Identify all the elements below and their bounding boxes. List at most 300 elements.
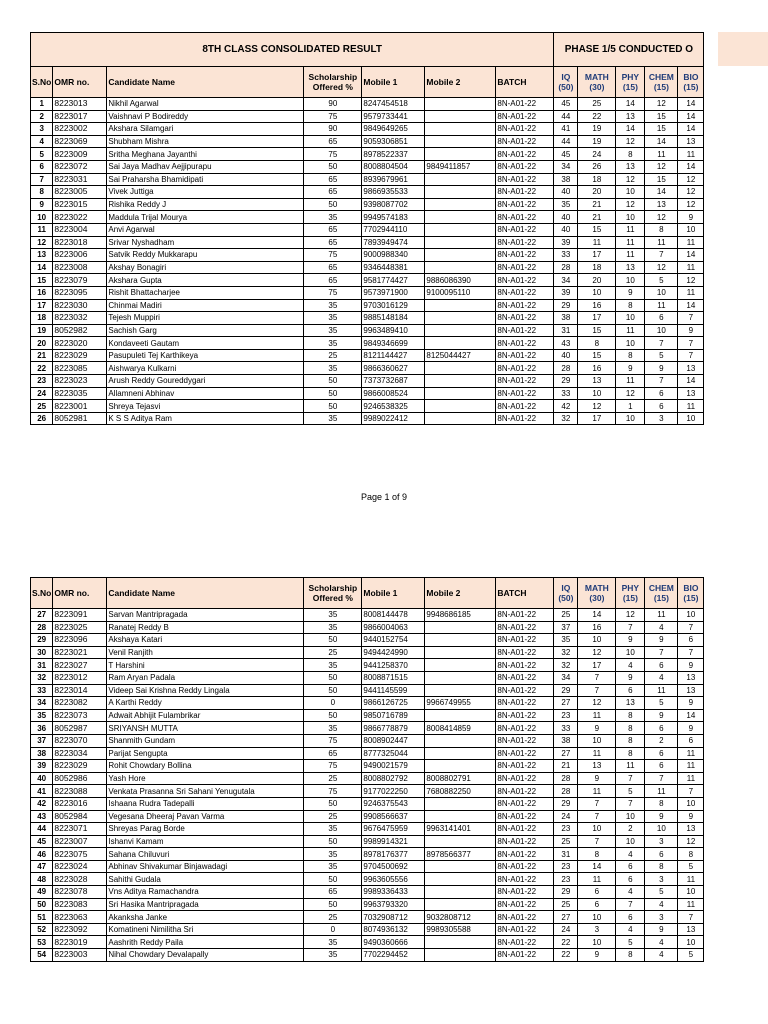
chem-score: 11 (645, 236, 678, 249)
scholarship-cell: 35 (304, 312, 362, 325)
math-score: 10 (578, 634, 616, 647)
table-row (31, 949, 704, 962)
bio-score: 13 (678, 362, 704, 375)
table-row (31, 722, 704, 735)
batch-cell: 8N-A01-22 (496, 312, 554, 325)
phy-score: 2 (616, 823, 645, 836)
name-cell: Shanmith Gundam (107, 734, 304, 747)
batch-cell: 8N-A01-22 (496, 186, 554, 199)
scholarship-cell: 50 (304, 709, 362, 722)
name-cell: Adwait Abhijit Fulambrikar (107, 709, 304, 722)
sno-cell: 40 (31, 772, 53, 785)
mobile1-cell: 9849346699 (362, 337, 425, 350)
chem-score: 4 (645, 936, 678, 949)
batch-cell: 8N-A01-22 (496, 949, 554, 962)
table-row (31, 898, 704, 911)
batch-cell: 8N-A01-22 (496, 772, 554, 785)
batch-cell: 8N-A01-22 (496, 860, 554, 873)
col-scholarship-line2: Offered % (312, 593, 353, 603)
iq-score: 28 (554, 261, 578, 274)
batch-cell: 8N-A01-22 (496, 760, 554, 773)
mobile2-cell (425, 709, 496, 722)
mobile1-cell: 7893949474 (362, 236, 425, 249)
iq-score: 28 (554, 785, 578, 798)
omr-cell: 8223016 (53, 797, 107, 810)
iq-score: 31 (554, 324, 578, 337)
name-cell: Rishit Bhattacharjee (107, 286, 304, 299)
sno-cell: 52 (31, 923, 53, 936)
name-cell: Sahana Chiluvuri (107, 848, 304, 861)
header-overflow-fill (718, 32, 768, 66)
col-phy (616, 67, 645, 98)
chem-score: 7 (645, 646, 678, 659)
omr-cell: 8223096 (53, 634, 107, 647)
sno-cell: 41 (31, 785, 53, 798)
table-row (31, 160, 704, 173)
math-score: 18 (578, 173, 616, 186)
table-row (31, 873, 704, 886)
mobile2-cell (425, 873, 496, 886)
omr-cell: 8223082 (53, 697, 107, 710)
mobile2-cell (425, 810, 496, 823)
chem-score: 3 (645, 873, 678, 886)
table-row (31, 646, 704, 659)
bio-score: 14 (678, 123, 704, 136)
name-cell: Kondaveeti Gautam (107, 337, 304, 350)
omr-cell: 8052984 (53, 810, 107, 823)
chem-score: 4 (645, 671, 678, 684)
mobile2-cell (425, 400, 496, 413)
iq-score: 25 (554, 835, 578, 848)
result-rows-1 (31, 98, 704, 425)
name-cell: Ranatej Reddy B (107, 621, 304, 634)
mobile2-cell (425, 337, 496, 350)
scholarship-cell: 75 (304, 110, 362, 123)
batch-cell: 8N-A01-22 (496, 123, 554, 136)
batch-cell: 8N-A01-22 (496, 110, 554, 123)
bio-score: 6 (678, 634, 704, 647)
name-cell: T Harshini (107, 659, 304, 672)
col-bio-name: BIO (683, 72, 699, 82)
name-cell: Komatineni Nimilitha Sri (107, 923, 304, 936)
chem-score: 8 (645, 797, 678, 810)
sno-cell: 30 (31, 646, 53, 659)
math-score: 16 (578, 621, 616, 634)
math-score: 6 (578, 886, 616, 899)
bio-score: 11 (678, 286, 704, 299)
scholarship-cell: 35 (304, 621, 362, 634)
batch-cell: 8N-A01-22 (496, 249, 554, 262)
scholarship-cell: 50 (304, 387, 362, 400)
mobile1-cell: 9581774427 (362, 274, 425, 287)
math-score: 8 (578, 848, 616, 861)
bio-score: 7 (678, 337, 704, 350)
iq-score: 31 (554, 848, 578, 861)
sno-cell: 45 (31, 835, 53, 848)
sno-cell: 53 (31, 936, 53, 949)
col-phy-name: PHY (621, 583, 640, 593)
mobile2-cell (425, 760, 496, 773)
chem-score: 9 (645, 810, 678, 823)
mobile1-cell: 9989022412 (362, 412, 425, 425)
chem-score: 11 (645, 609, 678, 622)
mobile1-cell: 9579733441 (362, 110, 425, 123)
sno-cell: 21 (31, 349, 53, 362)
col-phy-max: (15) (622, 593, 638, 603)
chem-score: 3 (645, 911, 678, 924)
scholarship-cell: 35 (304, 324, 362, 337)
math-score: 12 (578, 646, 616, 659)
col-chem-max: (15) (653, 82, 669, 92)
scholarship-cell: 35 (304, 722, 362, 735)
phy-score: 11 (616, 236, 645, 249)
name-cell: Venil Ranjith (107, 646, 304, 659)
phy-score: 5 (616, 785, 645, 798)
mobile1-cell: 9441258370 (362, 659, 425, 672)
table-row (31, 823, 704, 836)
table-row (31, 671, 704, 684)
omr-cell: 8223022 (53, 211, 107, 224)
iq-score: 38 (554, 173, 578, 186)
bio-score: 9 (678, 211, 704, 224)
batch-cell: 8N-A01-22 (496, 646, 554, 659)
sno-cell: 54 (31, 949, 53, 962)
bio-score: 10 (678, 936, 704, 949)
result-sheet-page-1 (30, 32, 704, 425)
math-score: 16 (578, 362, 616, 375)
scholarship-cell: 65 (304, 173, 362, 186)
chem-score: 6 (645, 747, 678, 760)
mobile2-cell (425, 646, 496, 659)
chem-score: 6 (645, 312, 678, 325)
batch-cell: 8N-A01-22 (496, 98, 554, 111)
iq-score: 44 (554, 135, 578, 148)
iq-score: 28 (554, 362, 578, 375)
math-score: 19 (578, 123, 616, 136)
batch-cell: 8N-A01-22 (496, 936, 554, 949)
chem-score: 9 (645, 634, 678, 647)
scholarship-cell: 35 (304, 412, 362, 425)
mobile1-cell: 8247454518 (362, 98, 425, 111)
mobile2-cell (425, 236, 496, 249)
math-score: 7 (578, 797, 616, 810)
math-score: 7 (578, 671, 616, 684)
chem-score: 4 (645, 898, 678, 911)
bio-score: 6 (678, 734, 704, 747)
mobile2-cell: 9886086390 (425, 274, 496, 287)
iq-score: 25 (554, 898, 578, 911)
table-row (31, 337, 704, 350)
chem-score: 11 (645, 785, 678, 798)
scholarship-cell: 35 (304, 337, 362, 350)
name-cell: Sai Jaya Madhav Aejjipurapu (107, 160, 304, 173)
math-score: 10 (578, 936, 616, 949)
col-mobile1: Mobile 1 (362, 578, 425, 609)
math-score: 11 (578, 747, 616, 760)
chem-score: 10 (645, 286, 678, 299)
mobile1-cell: 8978522337 (362, 148, 425, 161)
mobile2-cell (425, 211, 496, 224)
mobile1-cell: 9440152754 (362, 634, 425, 647)
table-row (31, 785, 704, 798)
mobile1-cell: 9676475959 (362, 823, 425, 836)
sno-cell: 31 (31, 659, 53, 672)
mobile1-cell: 9573971900 (362, 286, 425, 299)
name-cell: Videep Sai Krishna Reddy Lingala (107, 684, 304, 697)
batch-cell: 8N-A01-22 (496, 261, 554, 274)
iq-score: 32 (554, 646, 578, 659)
math-score: 6 (578, 898, 616, 911)
omr-cell: 8223012 (53, 671, 107, 684)
name-cell: Chinmai Madiri (107, 299, 304, 312)
sno-cell: 11 (31, 223, 53, 236)
mobile1-cell: 9885148184 (362, 312, 425, 325)
mobile2-cell (425, 860, 496, 873)
col-math (578, 578, 616, 609)
math-score: 20 (578, 186, 616, 199)
scholarship-cell: 50 (304, 160, 362, 173)
mobile1-cell: 8008902447 (362, 734, 425, 747)
scholarship-cell: 25 (304, 349, 362, 362)
mobile1-cell: 9059306851 (362, 135, 425, 148)
math-score: 17 (578, 249, 616, 262)
table-row (31, 797, 704, 810)
bio-score: 7 (678, 646, 704, 659)
omr-cell: 8223073 (53, 709, 107, 722)
col-chem (645, 67, 678, 98)
mobile1-cell: 7032908712 (362, 911, 425, 924)
mobile1-cell: 9490360666 (362, 936, 425, 949)
mobile1-cell: 8777325044 (362, 747, 425, 760)
iq-score: 34 (554, 160, 578, 173)
table-row (31, 387, 704, 400)
iq-score: 29 (554, 299, 578, 312)
batch-cell: 8N-A01-22 (496, 160, 554, 173)
table-row (31, 274, 704, 287)
scholarship-cell: 25 (304, 646, 362, 659)
table-row (31, 747, 704, 760)
sno-cell: 10 (31, 211, 53, 224)
name-cell: Shubham Mishra (107, 135, 304, 148)
math-score: 11 (578, 236, 616, 249)
batch-cell: 8N-A01-22 (496, 810, 554, 823)
batch-cell: 8N-A01-22 (496, 684, 554, 697)
table-row (31, 760, 704, 773)
phy-score: 10 (616, 274, 645, 287)
math-score: 21 (578, 211, 616, 224)
omr-cell: 8223005 (53, 186, 107, 199)
bio-score: 11 (678, 772, 704, 785)
mobile1-cell: 9866004063 (362, 621, 425, 634)
iq-score: 22 (554, 949, 578, 962)
batch-cell: 8N-A01-22 (496, 747, 554, 760)
chem-score: 15 (645, 110, 678, 123)
bio-score: 12 (678, 198, 704, 211)
chem-score: 4 (645, 949, 678, 962)
scholarship-cell: 75 (304, 785, 362, 798)
col-bio-max: (15) (683, 593, 699, 603)
phy-score: 6 (616, 860, 645, 873)
col-batch: BATCH (496, 578, 554, 609)
batch-cell: 8N-A01-22 (496, 349, 554, 362)
iq-score: 23 (554, 873, 578, 886)
scholarship-cell: 50 (304, 198, 362, 211)
col-iq-name: IQ (561, 72, 571, 82)
phy-score: 6 (616, 873, 645, 886)
chem-score: 5 (645, 349, 678, 362)
phy-score: 9 (616, 671, 645, 684)
bio-score: 13 (678, 823, 704, 836)
math-score: 10 (578, 286, 616, 299)
iq-score: 23 (554, 860, 578, 873)
phy-score: 12 (616, 387, 645, 400)
math-score: 9 (578, 949, 616, 962)
sno-cell: 24 (31, 387, 53, 400)
scholarship-cell: 35 (304, 823, 362, 836)
mobile1-cell: 9000988340 (362, 249, 425, 262)
omr-cell: 8223015 (53, 198, 107, 211)
phy-score: 8 (616, 722, 645, 735)
bio-score: 5 (678, 949, 704, 962)
phy-score: 10 (616, 810, 645, 823)
bio-score: 14 (678, 110, 704, 123)
omr-cell: 8223024 (53, 860, 107, 873)
phy-score: 10 (616, 646, 645, 659)
batch-cell: 8N-A01-22 (496, 286, 554, 299)
mobile1-cell: 9850716789 (362, 709, 425, 722)
mobile2-cell (425, 148, 496, 161)
table-row (31, 148, 704, 161)
mobile2-cell: 8125044427 (425, 349, 496, 362)
col-name: Candidate Name (107, 578, 304, 609)
table-row (31, 400, 704, 413)
iq-score: 39 (554, 236, 578, 249)
chem-score: 12 (645, 211, 678, 224)
mobile1-cell: 9703016129 (362, 299, 425, 312)
name-cell: Pasupuleti Tej Karthikeya (107, 349, 304, 362)
name-cell: Vaishnavi P Bodireddy (107, 110, 304, 123)
bio-score: 11 (678, 747, 704, 760)
mobile2-cell (425, 671, 496, 684)
chem-score: 7 (645, 772, 678, 785)
chem-score: 6 (645, 659, 678, 672)
omr-cell: 8223091 (53, 609, 107, 622)
omr-cell: 8223001 (53, 400, 107, 413)
mobile1-cell: 8008871515 (362, 671, 425, 684)
name-cell: Aashrith Reddy Paila (107, 936, 304, 949)
mobile2-cell (425, 387, 496, 400)
iq-score: 42 (554, 400, 578, 413)
math-score: 15 (578, 223, 616, 236)
scholarship-cell: 65 (304, 223, 362, 236)
sno-cell: 42 (31, 797, 53, 810)
omr-cell: 8223003 (53, 949, 107, 962)
col-math-name: MATH (584, 72, 609, 82)
bio-score: 9 (678, 722, 704, 735)
batch-cell: 8N-A01-22 (496, 734, 554, 747)
sno-cell: 35 (31, 709, 53, 722)
bio-score: 13 (678, 923, 704, 936)
batch-cell: 8N-A01-22 (496, 835, 554, 848)
col-batch: BATCH (496, 67, 554, 98)
table-row (31, 173, 704, 186)
scholarship-cell: 50 (304, 634, 362, 647)
math-score: 7 (578, 810, 616, 823)
sno-cell: 32 (31, 671, 53, 684)
batch-cell: 8N-A01-22 (496, 211, 554, 224)
omr-cell: 8052981 (53, 412, 107, 425)
mobile2-cell (425, 312, 496, 325)
table-row (31, 98, 704, 111)
omr-cell: 8223028 (53, 873, 107, 886)
bio-score: 9 (678, 324, 704, 337)
scholarship-cell: 50 (304, 797, 362, 810)
col-scholarship (304, 578, 362, 609)
col-bio-name: BIO (683, 583, 699, 593)
iq-score: 29 (554, 684, 578, 697)
iq-score: 45 (554, 148, 578, 161)
iq-score: 35 (554, 634, 578, 647)
omr-cell: 8223027 (53, 659, 107, 672)
batch-cell: 8N-A01-22 (496, 848, 554, 861)
sno-cell: 5 (31, 148, 53, 161)
bio-score: 12 (678, 274, 704, 287)
omr-cell: 8223029 (53, 760, 107, 773)
table-row (31, 835, 704, 848)
omr-cell: 8223009 (53, 148, 107, 161)
batch-cell: 8N-A01-22 (496, 223, 554, 236)
col-bio-max: (15) (683, 82, 699, 92)
phy-score: 9 (616, 362, 645, 375)
name-cell: Arush Reddy Goureddygari (107, 375, 304, 388)
scholarship-cell: 50 (304, 835, 362, 848)
mobile2-cell (425, 173, 496, 186)
mobile2-cell (425, 249, 496, 262)
phy-score: 8 (616, 148, 645, 161)
col-phy-max: (15) (622, 82, 638, 92)
mobile2-cell (425, 886, 496, 899)
name-cell: Sachish Garg (107, 324, 304, 337)
scholarship-cell: 75 (304, 249, 362, 262)
table-row (31, 936, 704, 949)
batch-cell: 8N-A01-22 (496, 873, 554, 886)
scholarship-cell: 35 (304, 362, 362, 375)
sno-cell: 16 (31, 286, 53, 299)
batch-cell: 8N-A01-22 (496, 697, 554, 710)
col-iq-name: IQ (561, 583, 571, 593)
bio-score: 11 (678, 760, 704, 773)
phy-score: 10 (616, 211, 645, 224)
omr-cell: 8223006 (53, 249, 107, 262)
bio-score: 12 (678, 835, 704, 848)
scholarship-cell: 75 (304, 760, 362, 773)
scholarship-cell: 35 (304, 609, 362, 622)
bio-score: 11 (678, 236, 704, 249)
table-row (31, 621, 704, 634)
table-row (31, 697, 704, 710)
chem-score: 9 (645, 923, 678, 936)
scholarship-cell: 65 (304, 261, 362, 274)
sno-cell: 3 (31, 123, 53, 136)
bio-score: 7 (678, 785, 704, 798)
name-cell: K S S Aditya Ram (107, 412, 304, 425)
chem-score: 11 (645, 299, 678, 312)
chem-score: 13 (645, 198, 678, 211)
mobile2-cell (425, 747, 496, 760)
col-math-max: (30) (589, 82, 605, 92)
phy-score: 9 (616, 634, 645, 647)
col-scholarship-line1: Scholarship (308, 583, 358, 593)
